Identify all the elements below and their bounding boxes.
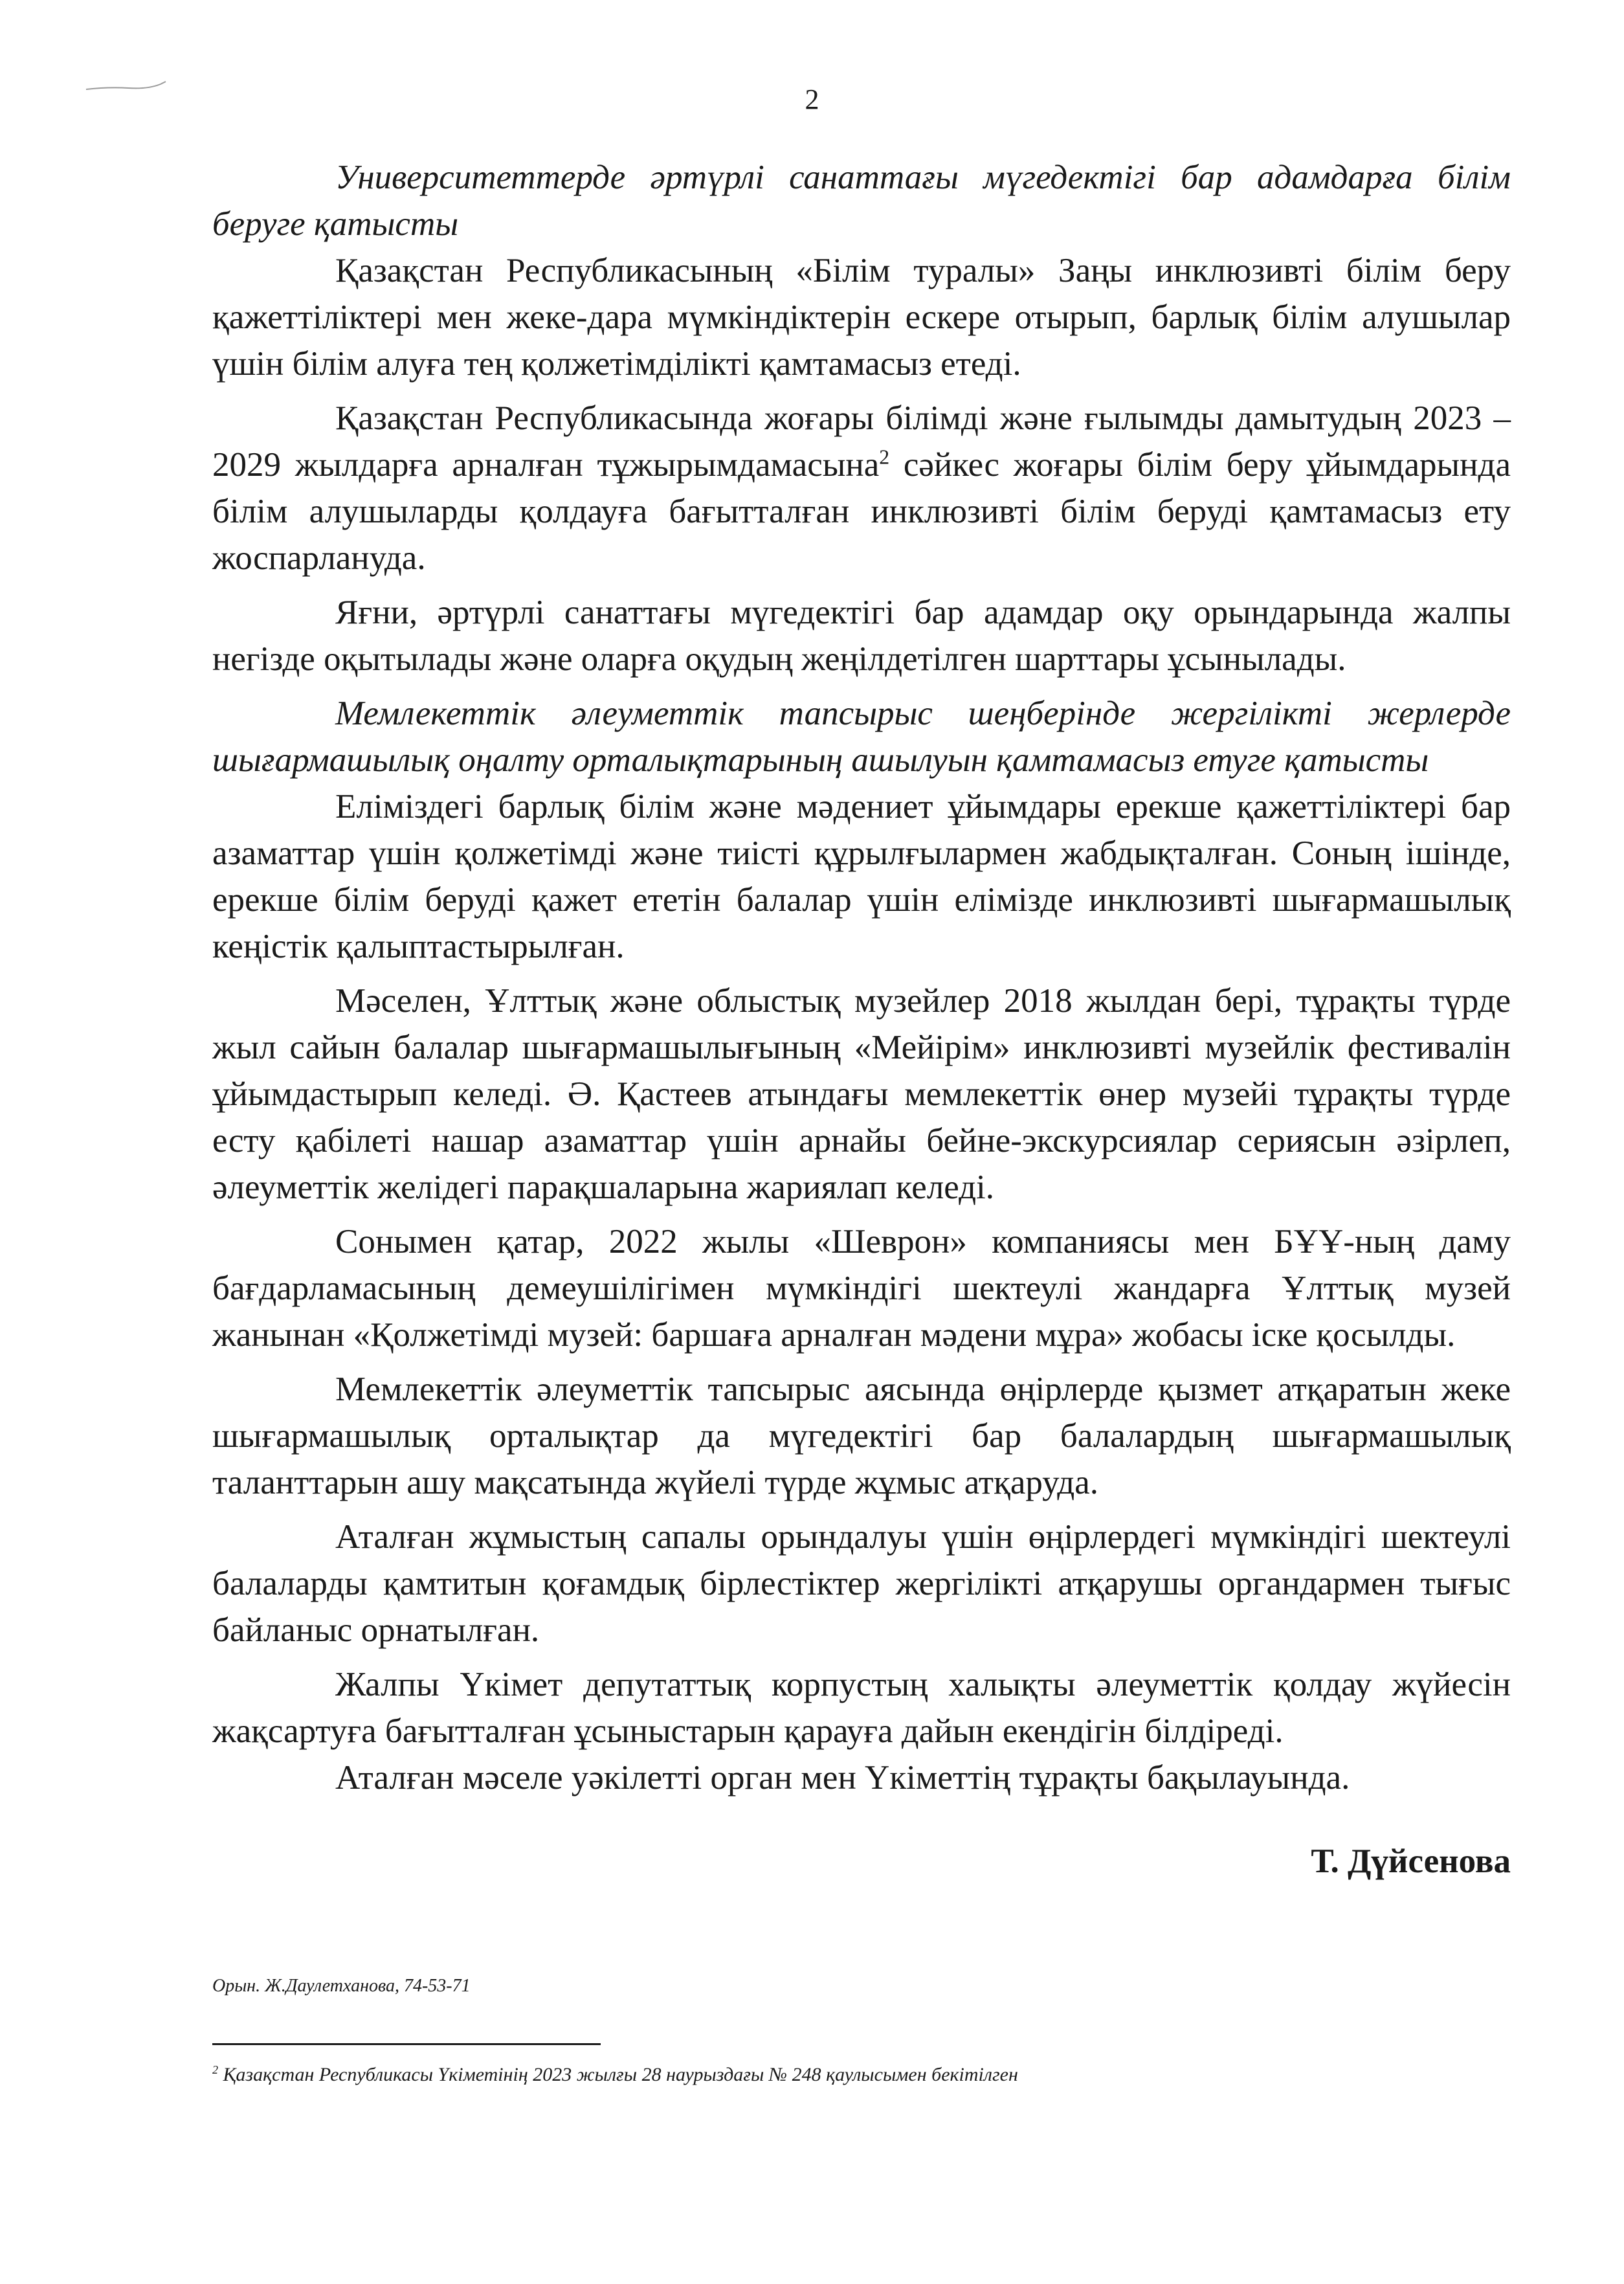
footnote-divider — [212, 2043, 601, 2045]
signature-name: Т. Дүйсенова — [1311, 1842, 1511, 1880]
paragraph: Қазақстан Республикасының «Білім туралы» Заңы инклюзивті білім беру қажеттіліктері мен жеке-дара мүмкіндіктерін ескере отырып, барлық білім алушылар үшін білім алуға тең қолжетімділікті қамтамасыз етеді. — [212, 252, 1511, 383]
footnote-number: 2 — [212, 2063, 218, 2076]
paragraph-text: сәйкес жоғары білім беру ұйымдарында білім алушыларды қолдауға бағытталған инклюзивті білім беруді қамтамасыз ету жоспарлануда. — [212, 446, 1511, 577]
paragraph: Еліміздегі барлық білім және мәдениет ұйымдары ерекше қажеттіліктері бар азаматтар үшін қолжетімді және тиісті құрылғылармен жабдықталған. Соның ішінде, ерекше білім беруді қажет ететін балалар үшін елімізде инклюзивті шығармашылық кеңістік қалыптастырылған. — [212, 788, 1511, 965]
section-heading-creative-centers: Мемлекеттік әлеуметтік тапсырыс шеңберінде жергілікті жерлерде шығармашылық оңалту орталықтарының ашылуын қамтамасыз етуге қатысты — [212, 695, 1511, 779]
executor-contact: Орын. Ж.Даулетханова, 74-53-71 — [212, 1976, 471, 1996]
paragraph: Аталған жұмыстың сапалы орындалуы үшін өңірлердегі мүмкіндігі шектеулі балаларды қамтитын қоғамдық бірлестіктер жергілікті атқарушы органдармен тығыс байланыс орнатылған. — [212, 1518, 1511, 1649]
footnote — [212, 2064, 1018, 2086]
footnote-text: Қазақстан Республикасы Үкіметінің 2023 жылғы 28 наурыздағы № 248 қаулысымен бекітілген — [223, 2064, 1018, 2085]
letter-body — [212, 154, 1511, 1801]
paragraph — [212, 395, 1511, 581]
paragraph-text: Қазақстан Республикасында жоғары білімді және ғылымды дамытудың 2023 – 2029 жылдарға арналған тұжырымдамасына — [212, 399, 1511, 484]
paragraph: Мемлекеттік әлеуметтік тапсырыс аясында өңірлерде қызмет атқаратын жеке шығармашылық орталықтар да мүгедектігі бар балалардың шығармашылық таланттарын ашу мақсатында жүйелі түрде жұмыс атқаруда. — [212, 1371, 1511, 1501]
paragraph: Аталған мәселе уәкілетті орган мен Үкіметтің тұрақты бақылауында. — [335, 1759, 1350, 1797]
footnote-reference: 2 — [879, 445, 890, 469]
paragraph: Жалпы Үкімет депутаттық корпустың халықты әлеуметтік қолдау жүйесін жақсартуға бағытталған ұсыныстарын қарауға дайын екендігін білдіреді. — [212, 1666, 1511, 1750]
paragraph: Мәселен, Ұлттық және облыстық музейлер 2018 жылдан бері, тұрақты түрде жыл сайын балалар шығармашылығының «Мейірім» инклюзивті музейлік фестивалін ұйымдастырып келеді. Ә. Қастеев атындағы мемлекеттік өнер музейі тұрақты түрде есту қабілеті нашар азаматтар үшін арнайы бейне-экскурсиялар сериясын әзірлеп, әлеуметтік желідегі парақшаларына жариялап келеді. — [212, 982, 1511, 1206]
section-heading-universities: Университеттерде әртүрлі санаттағы мүгедектігі бар адамдарға білім беруге қатысты — [212, 159, 1511, 243]
paragraph: Яғни, әртүрлі санаттағы мүгедектігі бар адамдар оқу орындарында жалпы негізде оқытылады және оларға оқудың жеңілдетілген шарттары ұсынылады. — [212, 594, 1511, 678]
paragraph: Сонымен қатар, 2022 жылы «Шеврон» компаниясы мен БҰҰ-ның даму бағдарламасының демеушілігімен мүмкіндігі шектеулі жандарға Ұлттық музей жанынан «Қолжетімді музей: баршаға арналған мәдени мұра» жобасы іске қосылды. — [212, 1223, 1511, 1354]
page-number: 2 — [805, 84, 819, 115]
